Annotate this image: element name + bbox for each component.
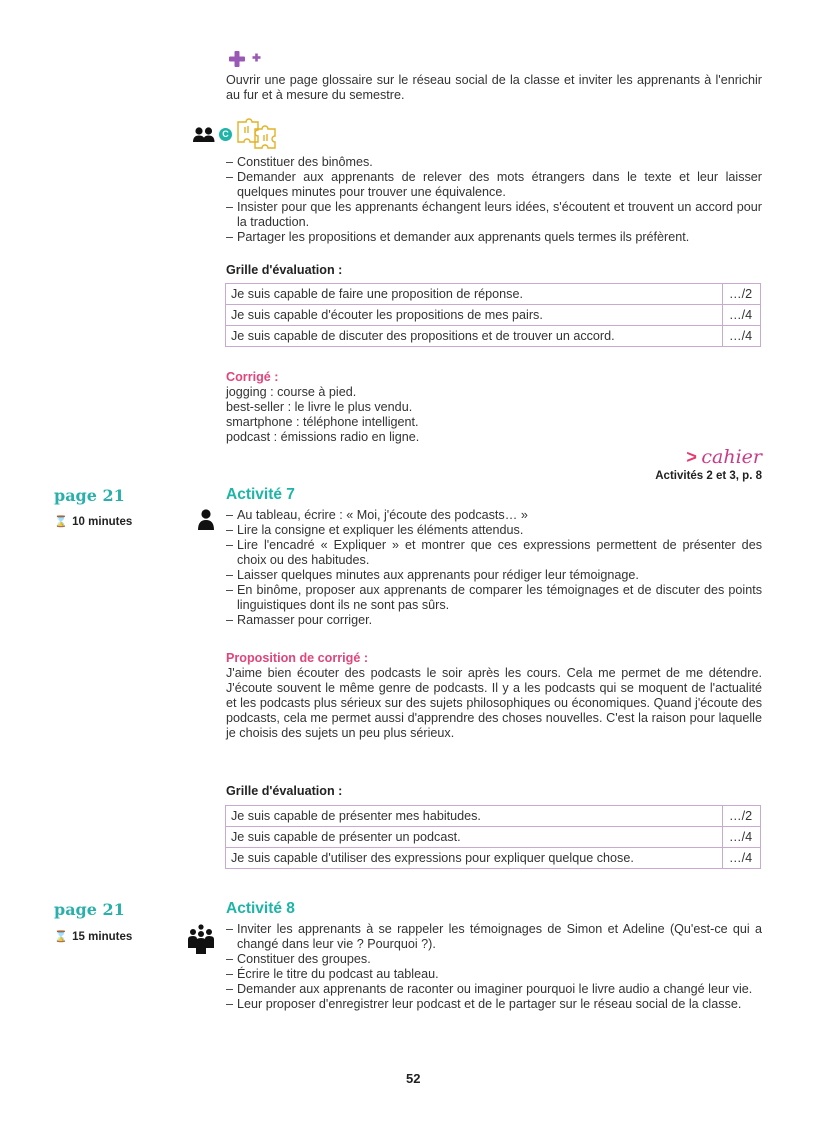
corrige-list bbox=[226, 385, 626, 445]
glossary-icons bbox=[228, 50, 288, 70]
group-people-icon bbox=[188, 924, 214, 954]
activity-8-steps bbox=[226, 922, 762, 1012]
score: …/4 bbox=[723, 305, 761, 326]
page-reference: page 21 bbox=[54, 486, 125, 505]
cahier-reference: Activités 2 et 3, p. 8 bbox=[655, 470, 762, 482]
c-badge-icon: C bbox=[219, 128, 232, 141]
criterion: Je suis capable de présenter mes habitudes. bbox=[226, 806, 723, 827]
table-row bbox=[226, 827, 761, 848]
step: – Lire l'encadré « Expliquer » et montrer que ces expressions permettent de présenter des choix ou des habitudes. bbox=[226, 538, 762, 568]
score: …/4 bbox=[723, 326, 761, 347]
page-number: 52 bbox=[406, 1071, 421, 1086]
evaluation-grid bbox=[225, 805, 761, 869]
pair-activity-icons bbox=[193, 117, 293, 149]
table-row bbox=[226, 806, 761, 827]
step: – Demander aux apprenants de raconter ou imaginer pourquoi le livre audio a changé leur vie. bbox=[226, 982, 762, 997]
cahier-label: cahier bbox=[701, 446, 762, 468]
activity-title: Activité 8 bbox=[226, 900, 295, 917]
criterion: Je suis capable d'utiliser des expressions pour expliquer quelque chose. bbox=[226, 848, 723, 869]
hourglass-icon: ⌛ bbox=[54, 931, 68, 943]
corrige-line: smartphone : téléphone intelligent. bbox=[226, 415, 419, 429]
step: – Écrire le titre du podcast au tableau. bbox=[226, 967, 762, 982]
step: – Laisser quelques minutes aux apprenants pour rédiger leur témoignage. bbox=[226, 568, 762, 583]
step: – Lire la consigne et expliquer les éléments attendus. bbox=[226, 523, 762, 538]
chevron-right-icon: > bbox=[686, 447, 697, 467]
corrige-label: Corrigé : bbox=[226, 370, 279, 384]
grille-title: Grille d'évaluation : bbox=[226, 263, 343, 277]
proposition-corrige-label: Proposition de corrigé : bbox=[226, 651, 369, 665]
score: …/2 bbox=[723, 284, 761, 305]
activity-7-steps bbox=[226, 508, 762, 628]
step: – Inviter les apprenants à se rappeler les témoignages de Simon et Adeline (Qu'est-ce qui a changé dans leur vie ? Pourquoi ?). bbox=[226, 922, 762, 952]
step: – Constituer des binômes. bbox=[226, 155, 762, 170]
criterion: Je suis capable de faire une proposition de réponse. bbox=[226, 284, 723, 305]
corrige-line: jogging : course à pied. bbox=[226, 385, 357, 399]
pair-people-icon bbox=[193, 127, 215, 143]
corrige-line: podcast : émissions radio en ligne. bbox=[226, 430, 420, 444]
step: – Insister pour que les apprenants échangent leurs idées, s'écoutent et trouvent un accord pour la traduction. bbox=[226, 200, 762, 230]
evaluation-grid bbox=[225, 283, 761, 347]
duration: ⌛ 15 minutes bbox=[54, 931, 133, 943]
plus-large-icon bbox=[228, 50, 246, 68]
plus-small-icon bbox=[252, 53, 261, 62]
grille-title: Grille d'évaluation : bbox=[226, 784, 343, 798]
step: – Ramasser pour corriger. bbox=[226, 613, 762, 628]
single-person-icon bbox=[198, 509, 214, 531]
pair-activity-steps bbox=[226, 155, 762, 245]
activity-title: Activité 7 bbox=[226, 486, 295, 503]
score: …/4 bbox=[723, 848, 761, 869]
table-row bbox=[226, 326, 761, 347]
step: – Constituer des groupes. bbox=[226, 952, 762, 967]
duration: ⌛ 10 minutes bbox=[54, 516, 133, 528]
step: – En binôme, proposer aux apprenants de comparer les témoignages et de discuter des points linguistiques dont ils ne sont pas sûrs. bbox=[226, 583, 762, 613]
hourglass-icon: ⌛ bbox=[54, 516, 68, 528]
proposition-corrige-text: J'aime bien écouter des podcasts le soir après les cours. Cela me permet de me détendre. J'écoute souvent le même genre de podcasts. Il y a les podcasts qui se moquent de l'actualité et les podcasts plus sérieux sur des sujets philosophiques ou économiques. Quand j'écoute des podcasts, cela me permet aussi d'apprendre des choses nouvelles. C'est la raison pour laquelle je choisis des sujets un peu plus sérieux. bbox=[226, 666, 762, 740]
criterion: Je suis capable de discuter des propositions et de trouver un accord. bbox=[226, 326, 723, 347]
puzzle-icon bbox=[235, 117, 279, 149]
score: …/2 bbox=[723, 806, 761, 827]
step: – Demander aux apprenants de relever des mots étrangers dans le texte et leur laisser quelques minutes pour trouver une équivalence. bbox=[226, 170, 762, 200]
step: – Au tableau, écrire : « Moi, j'écoute des podcasts… » bbox=[226, 508, 762, 523]
score: …/4 bbox=[723, 827, 761, 848]
cahier-link[interactable] bbox=[686, 446, 762, 468]
corrige-line: best-seller : le livre le plus vendu. bbox=[226, 400, 413, 414]
glossary-instruction: Ouvrir une page glossaire sur le réseau social de la classe et inviter les apprenants à l'enrichir au fur et à mesure du semestre. bbox=[226, 73, 762, 102]
table-row bbox=[226, 305, 761, 326]
step: – Leur proposer d'enregistrer leur podcast et de le partager sur le réseau social de la classe. bbox=[226, 997, 762, 1012]
criterion: Je suis capable d'écouter les propositions de mes pairs. bbox=[226, 305, 723, 326]
page-reference: page 21 bbox=[54, 900, 125, 919]
criterion: Je suis capable de présenter un podcast. bbox=[226, 827, 723, 848]
table-row bbox=[226, 848, 761, 869]
table-row bbox=[226, 284, 761, 305]
step: – Partager les propositions et demander aux apprenants quels termes ils préfèrent. bbox=[226, 230, 762, 245]
